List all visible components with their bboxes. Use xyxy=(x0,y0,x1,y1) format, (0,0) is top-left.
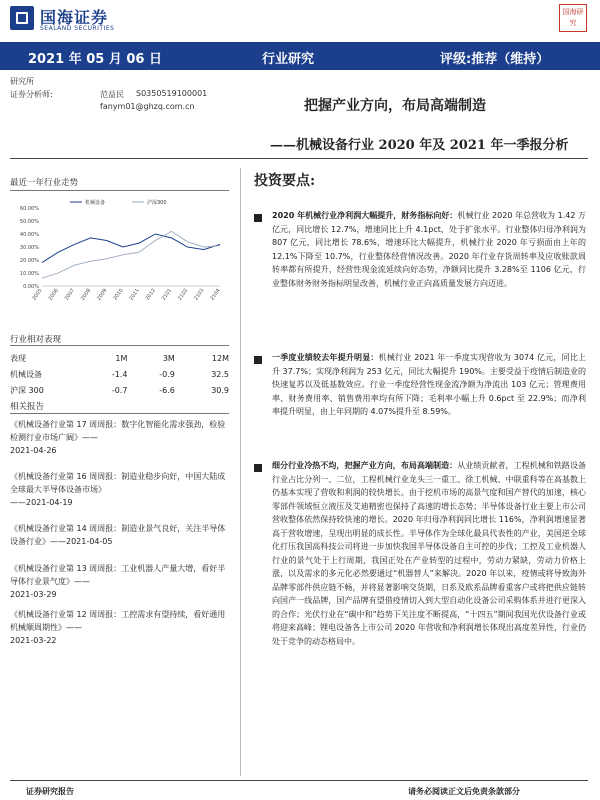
report-title: 把握产业方向，布局高端制造 xyxy=(304,98,486,114)
related-report-item[interactable] xyxy=(10,562,232,601)
point-heading: 2020 年机械行业净利润大幅提升，财务指标向好： xyxy=(272,211,458,220)
investment-point xyxy=(272,209,586,290)
point-body: 机械行业 2020 年总营收为 1.42 万亿元，同比增长 12.7%，增速同比上升 4.1pct，处于扩张水平。行业整体归母净利润为 807 亿元，同比增长 78.6%，增速环比大幅提升，机械行业 2020 年亏损面由上年的 12.1%下降至 10.7%，行业整体经营情况改善。2020 年行业存货周转率及应收账款周转率都有所提升，经营性现金流延续向好态势，净额同比提升 3.28%至 1106 亿元，行业整体财务财务指标明显改善，机械行业正向高质量发展方向迈进。 xyxy=(272,211,586,288)
table-header-cell: 12M xyxy=(211,353,229,363)
performance-table xyxy=(10,350,229,398)
y-tick-label: 40.00% xyxy=(19,232,39,238)
point-body: 从业绩贡献者，工程机械和铁路设备行业占比分列一、二位，工程机械行业龙头三一重工、徐工机械、中联重科等在高基数上仍基本实现了营收和利润的较快增长。由于挖机市场的高景气度和国产替代的加速，核心零部件领域恒立液压及艾迪精密也保持了高速的增长态势；半导体设备行业主要上市公司营收整体依然保持较快速的增长。2020 年归母净利润同比增长 116%，净利润增速显著高于营收增速，呈现出明显的成长性。半导体作为全球化最具代表性的产业，美国逆全球化打压我国高科技公司将进一步加快我国半导体设备自主可控的步伐；工控及工业机器人行业的景气处于上行周期，我国正处在产业转型的过程中，劳动力紧缺，劳动力价格上涨，以及需求的多元化必然要通过“机器替人”来解决。2020 年以来，疫情或将导致海外品牌零部件供应链不畅，并将显著影响交货期，日系及欧系品牌看重客户或将把供应链转向国产一线品牌，国产品牌有望借疫情切入到大型自动化设备公司采购体系并进行更深入的合作；光伏行业在“碳中和”趋势下关注度不断提高，“十四五”期间我国光伏设备行业或将迎来高峰；锂电设备各上市公司 2020 年营收和净利润增长体现出高度差异性，行业仍处于竞争的动态格局中。 xyxy=(272,461,587,646)
performance-section-title: 行业相对表现 xyxy=(10,335,62,345)
industry-trend-chart xyxy=(10,194,229,324)
y-tick-label: 0.00% xyxy=(23,284,39,290)
analyst-certificate: S0350519100001 xyxy=(136,89,208,98)
related-report-title: 《机械设备行业第 13 周周报：工业机器人产量大增，看好半导体行业景气度》—— xyxy=(10,564,226,586)
table-row xyxy=(10,382,229,398)
table-cell: -0.7 xyxy=(111,385,128,395)
related-report-title: 《机械设备行业第 14 周周报：制造业景气良好，关注半导体设备行业》——2021-04-05 xyxy=(10,524,226,546)
research-seal-stamp xyxy=(559,4,587,32)
x-tick-label: 2011 xyxy=(128,287,141,302)
legend-label: 机械设备 xyxy=(85,200,106,206)
investment-highlights-title: 投资要点: xyxy=(254,173,316,189)
x-tick-label: 2103 xyxy=(193,287,206,302)
related-report-item[interactable] xyxy=(10,608,232,647)
rating: 评级:推荐（维持） xyxy=(440,52,550,67)
company-name: 国海证券 xyxy=(40,8,109,27)
footer-right-text: 请务必阅读正文后免责条款部分 xyxy=(408,787,520,796)
analyst-email[interactable]: fanym01@ghzq.com.cn xyxy=(100,102,195,111)
x-tick-label: 2006 xyxy=(47,287,60,302)
table-cell: -0.9 xyxy=(159,369,175,379)
analyst-name: 范益民 xyxy=(100,90,124,99)
report-subtitle: ——机械设备行业 2020 年及 2021 年一季报分析 xyxy=(270,138,569,153)
column-divider xyxy=(240,168,241,776)
x-tick-label: 2104 xyxy=(209,287,222,302)
series-line-machinery xyxy=(42,234,220,263)
y-tick-label: 50.00% xyxy=(19,219,39,225)
related-report-date: ——2021-04-19 xyxy=(10,498,73,507)
related-report-title: 《机械设备行业第 16 周周报：制造业稳步向好，中国大陆成全球最大半导体设备市场》 xyxy=(10,472,226,494)
table-cell: 32.5 xyxy=(211,369,229,379)
header-divider xyxy=(10,158,588,159)
report-date: 2021 年 05 月 06 日 xyxy=(28,52,162,67)
x-tick-label: 2009 xyxy=(96,287,109,302)
analyst-label: 证券分析师: xyxy=(10,90,53,99)
point-heading: 细分行业冷热不均，把握产业方向，布局高端制造： xyxy=(272,461,458,470)
table-header-cell: 1M xyxy=(115,353,128,363)
footer-divider xyxy=(10,780,588,781)
table-header-row xyxy=(10,350,229,366)
report-type: 行业研究 xyxy=(262,52,315,67)
x-tick-label: 2101 xyxy=(160,287,174,302)
bullet-square-icon xyxy=(254,356,262,364)
point-heading: 一季度业绩较去年提升明显： xyxy=(272,353,379,362)
point-body: 机械行业 2021 年一季度实现营收为 3074 亿元，同比上升 37.7%；实现净利润为 253 亿元，同比大幅提升 190%。主要受益于疫情后制造业的快速复苏以及低基数效应。行业一季度经营性现金流净额为净流出 103 亿元；管理费用率、财务费用率、销售费用率均有所下降；毛利率小幅上升 0.6pct 至 22.9%；而净利率提升明显，由上年同期的 4.07%提升至 8.59%。 xyxy=(272,353,586,416)
series-line-csi300 xyxy=(42,231,220,278)
x-tick-label: 2010 xyxy=(112,287,125,302)
table-header-cell: 表现 xyxy=(10,353,26,363)
related-report-title: 《机械设备行业第 12 周周报：工控需求有望持续，看好通用机械顺周期性》—— xyxy=(10,610,226,632)
investment-point xyxy=(272,459,586,648)
table-cell: 沪深 300 xyxy=(10,385,44,395)
company-english-name: SEALAND SECURITIES xyxy=(40,25,115,32)
x-tick-label: 2102 xyxy=(177,287,190,302)
y-tick-label: 20.00% xyxy=(19,258,39,264)
y-tick-label: 30.00% xyxy=(19,245,39,251)
y-tick-label: 60.00% xyxy=(19,206,39,212)
footer-left-text: 证券研究报告 xyxy=(26,787,74,796)
trend-divider xyxy=(10,190,229,191)
institute-label: 研究所 xyxy=(10,77,34,86)
table-cell: 机械设备 xyxy=(10,369,42,379)
table-cell: -1.4 xyxy=(111,369,128,379)
table-cell: 30.9 xyxy=(211,385,229,395)
related-report-item[interactable] xyxy=(10,470,232,509)
related-reports-title: 相关报告 xyxy=(10,402,45,412)
bullet-square-icon xyxy=(254,214,262,222)
seal-text: 国海研究 xyxy=(562,8,584,27)
bullet-square-icon xyxy=(254,464,262,472)
related-report-item[interactable] xyxy=(10,522,232,548)
investment-point xyxy=(272,351,586,419)
table-cell: -6.6 xyxy=(159,385,175,395)
legend-label: 沪深300 xyxy=(147,200,167,206)
related-report-date: 2021-04-26 xyxy=(10,446,57,455)
related-divider xyxy=(10,413,229,414)
trend-section-title: 最近一年行业走势 xyxy=(10,178,79,188)
x-tick-label: 2007 xyxy=(63,287,77,302)
related-report-item[interactable] xyxy=(10,418,232,457)
y-tick-label: 10.00% xyxy=(19,271,39,277)
performance-divider xyxy=(10,345,229,346)
x-tick-label: 2005 xyxy=(31,287,44,302)
related-report-title: 《机械设备行业第 17 周周报：数字化智能化需求强劲，检验检测行业市场广阔》—— xyxy=(10,420,226,442)
header-banner xyxy=(0,42,600,70)
table-header-cell: 3M xyxy=(162,353,175,363)
x-tick-label: 2008 xyxy=(79,287,93,302)
company-logo-icon xyxy=(10,6,34,30)
related-report-date: 2021-03-22 xyxy=(10,636,57,645)
x-tick-label: 2012 xyxy=(144,287,157,302)
table-row xyxy=(10,366,229,382)
related-report-date: 2021-03-29 xyxy=(10,590,57,599)
